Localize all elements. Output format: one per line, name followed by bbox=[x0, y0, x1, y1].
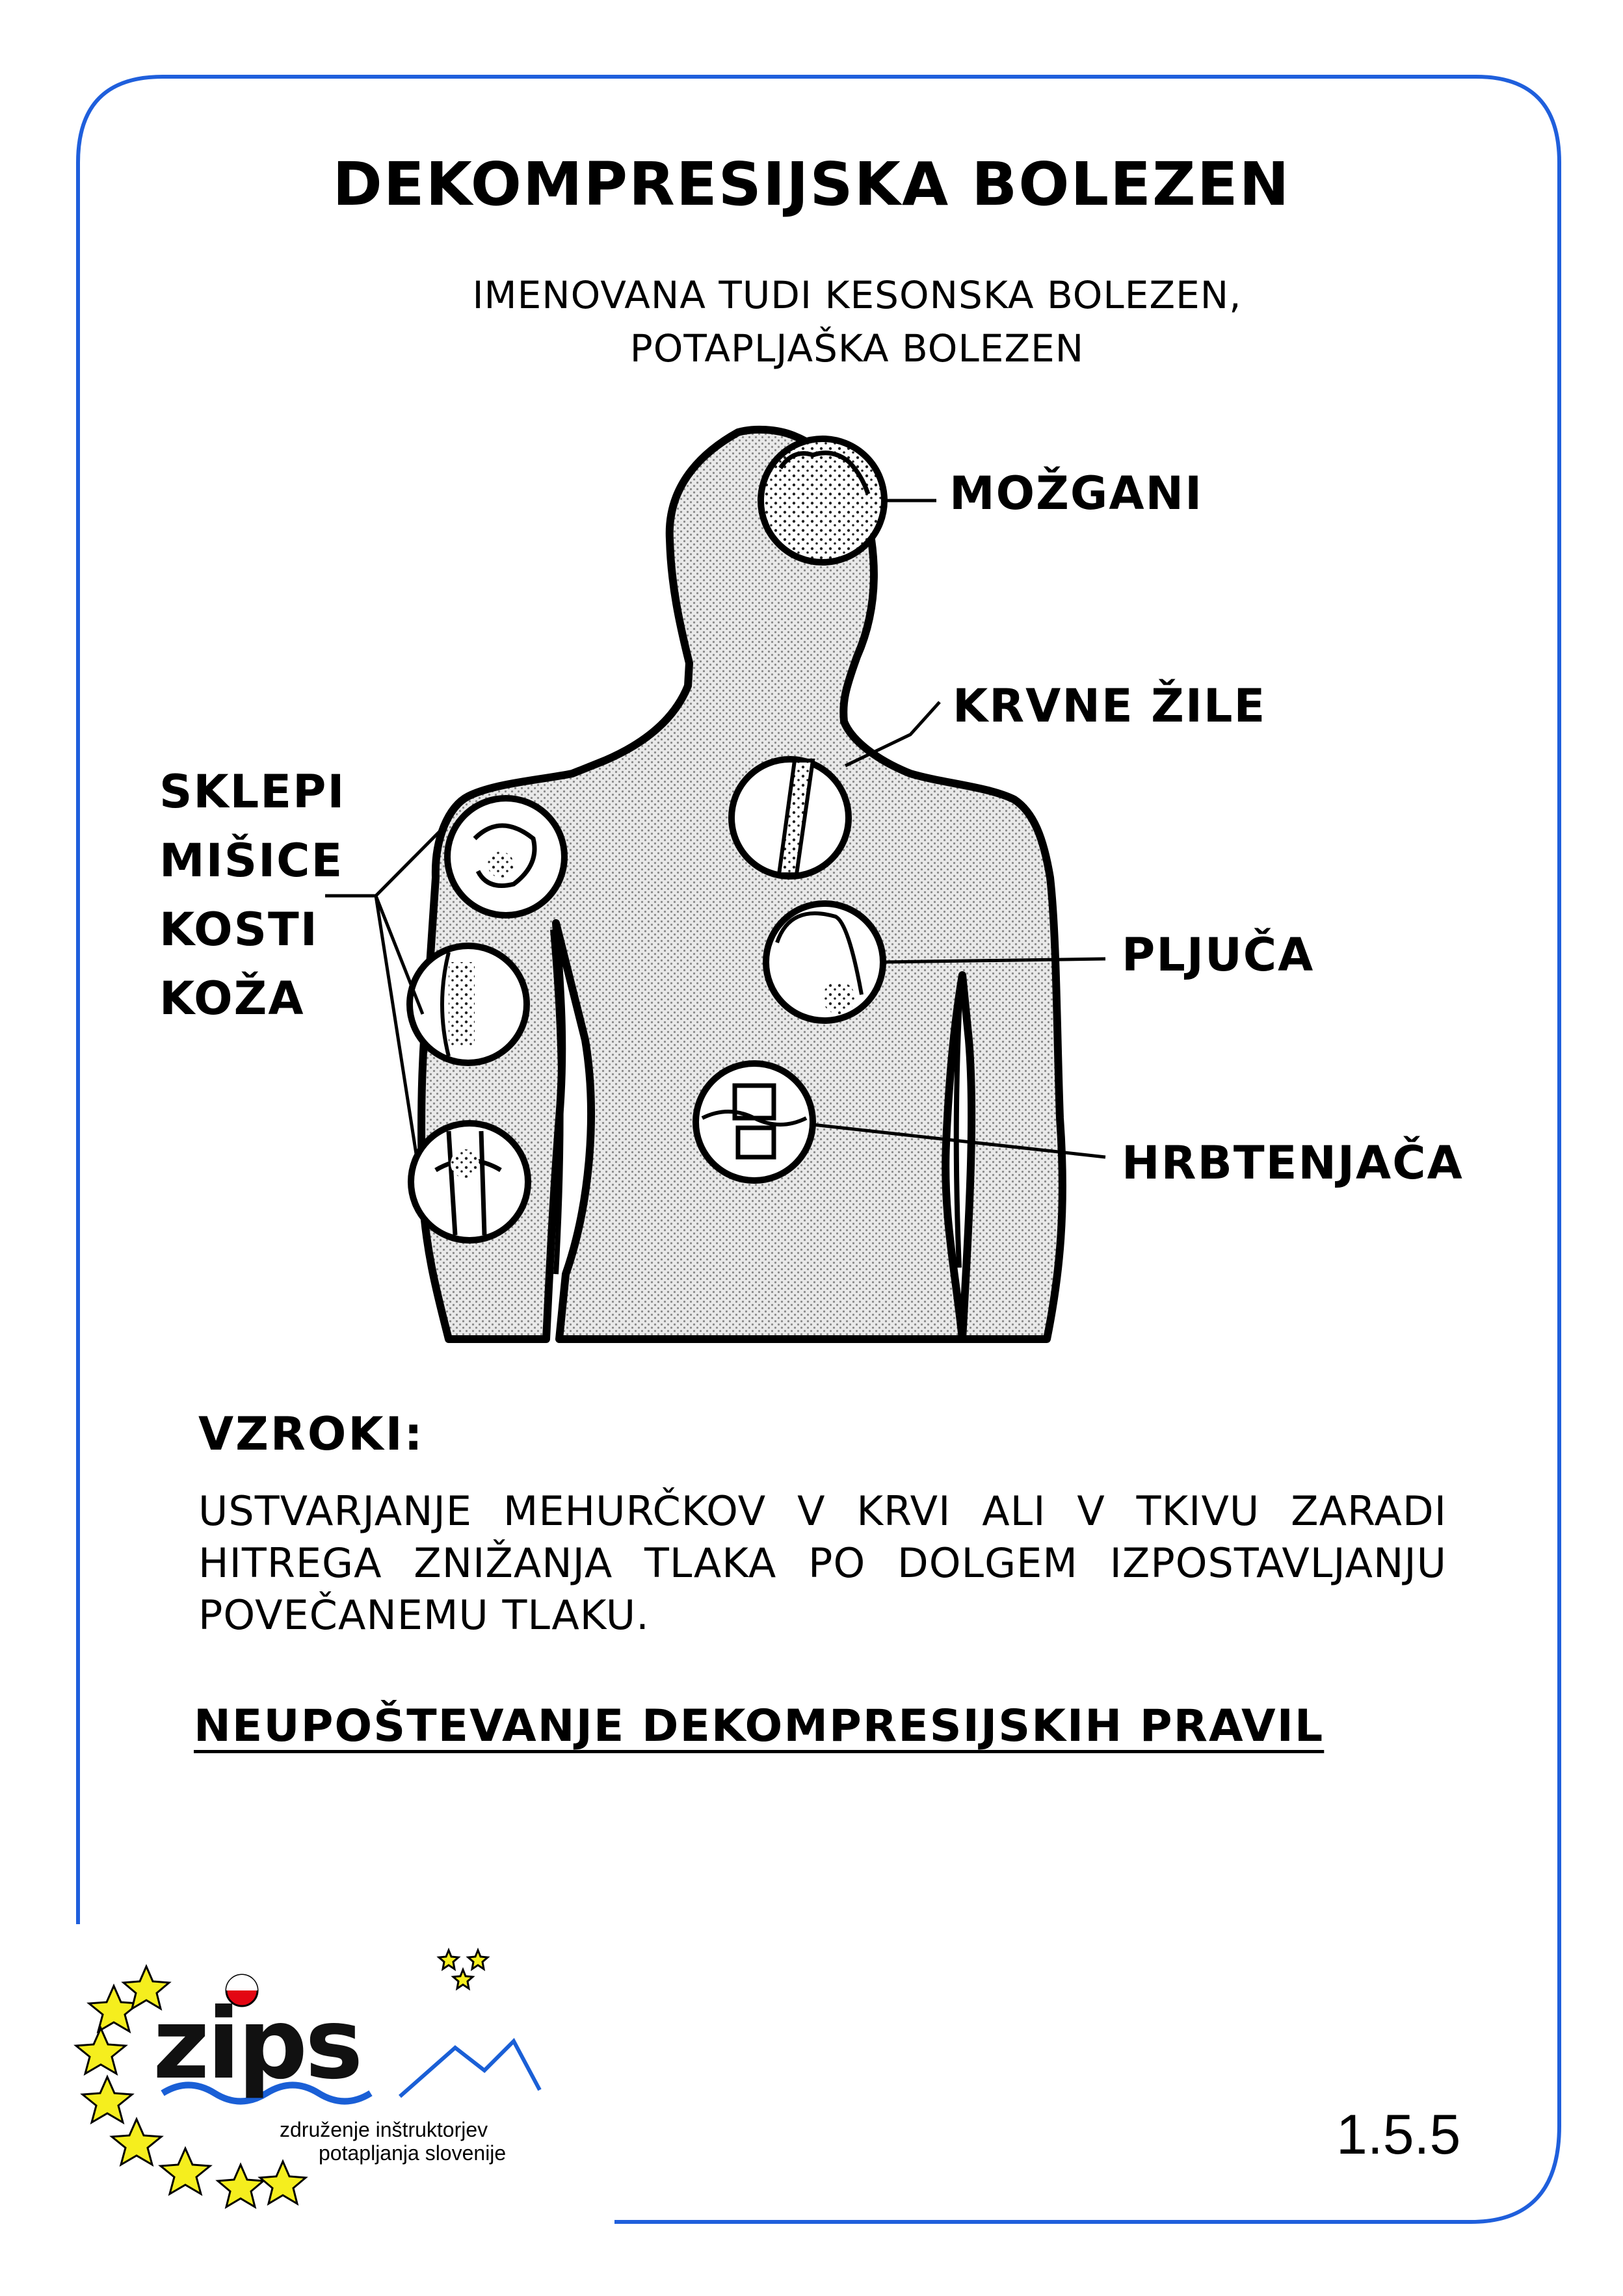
label-spine: HRBTENJAČA bbox=[1122, 1136, 1464, 1190]
lung-detail-circle bbox=[766, 904, 883, 1021]
brain-detail-circle bbox=[761, 439, 884, 562]
subtitle-line-1: IMENOVANA TUDI KESONSKA BOLEZEN, bbox=[472, 273, 1242, 317]
muscle-detail-circle bbox=[410, 946, 527, 1063]
page-title: DEKOMPRESIJSKA BOLEZEN bbox=[332, 150, 1291, 219]
label-vessels: KRVNE ŽILE bbox=[953, 679, 1267, 733]
label-bones: KOSTI bbox=[159, 903, 319, 956]
joint-detail-circle bbox=[447, 798, 564, 915]
causes-title: VZROKI: bbox=[198, 1407, 425, 1461]
label-brain: MOŽGANI bbox=[949, 467, 1204, 520]
page-number: 1.5.5 bbox=[1336, 2104, 1461, 2166]
label-skin: KOŽA bbox=[159, 972, 305, 1025]
logo-line-2: potapljanja slovenije bbox=[319, 2141, 507, 2165]
left-label-list bbox=[159, 757, 345, 1033]
spine-detail-circle bbox=[696, 1063, 813, 1181]
bone-detail-circle bbox=[411, 1123, 528, 1240]
label-lungs: PLJUČA bbox=[1122, 928, 1315, 982]
logo-wordmark: zips bbox=[153, 1988, 361, 2101]
label-joints: SKLEPI bbox=[159, 765, 346, 818]
causes-text: USTVARJANJE MEHURČKOV V KRVI ALI V TKIVU ZARADI HITREGA ZNIŽANJA TLAKA PO DOLGEM IZPOSTAVLJANJU POVEČANEMU TLAKU. bbox=[198, 1487, 1447, 1639]
subtitle-line-2: POTAPLJAŠKA BOLEZEN bbox=[629, 326, 1085, 371]
label-muscles: MIŠICE bbox=[159, 834, 344, 887]
logo-line-1: združenje inštruktorjev bbox=[280, 2118, 488, 2141]
vessel-detail-circle bbox=[732, 759, 849, 876]
rule-statement: NEUPOŠTEVANJE DEKOMPRESIJSKIH PRAVIL bbox=[194, 1701, 1325, 1752]
